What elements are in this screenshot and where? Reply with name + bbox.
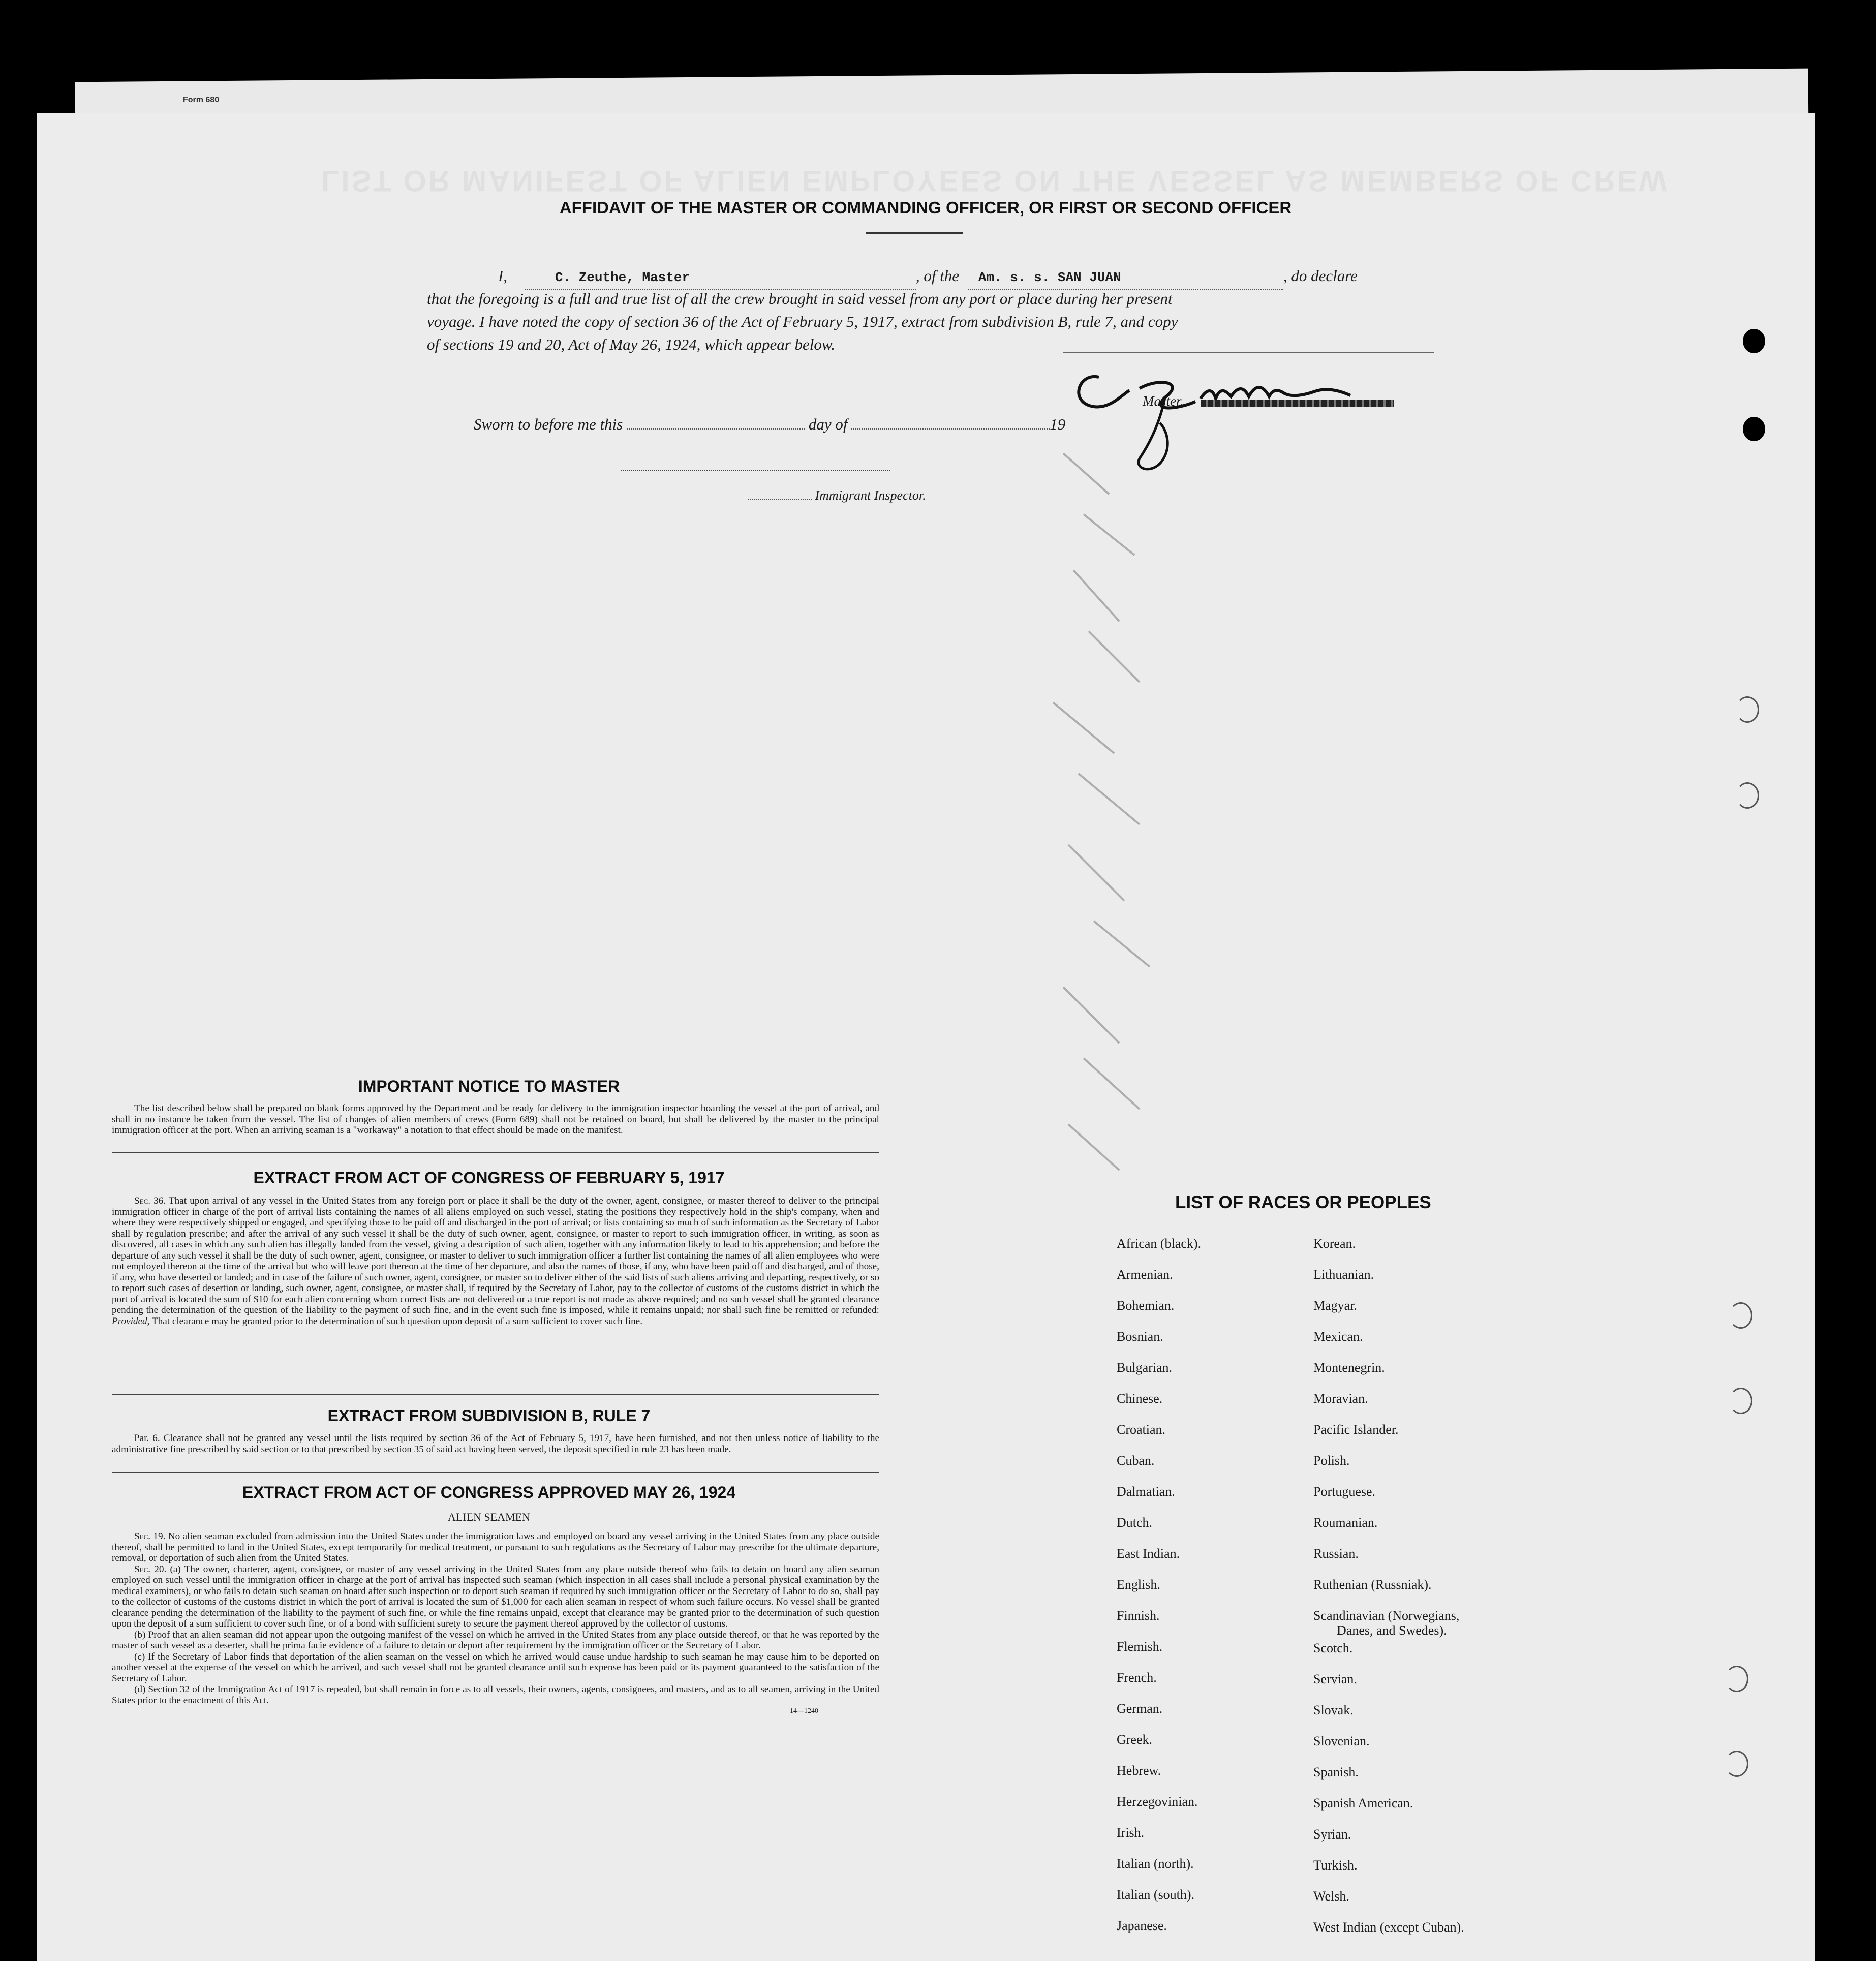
affidavit-line-3: voyage. I have noted the copy of section 36 of the Act of February 5, 1917, extract from subdivision B, rule 7, and copy (427, 313, 1178, 330)
race-right-item: Danes, and Swedes). (1337, 1623, 1447, 1638)
rule7-title: EXTRACT FROM SUBDIVISION B, RULE 7 (327, 1406, 651, 1425)
year-prefix: 19 (1050, 415, 1066, 433)
sec20b-text: (b) Proof that an alien seaman did not appear upon the outgoing manifest of the vessel on which he arrived in the United States from any place outside thereof, or that he was reported by the master of such vessel as a deserter, shall be prima facie evidence of a failure to detain or deport after requirement by the immigration officer or the Secretary of Labor. (112, 1629, 879, 1651)
binder-ring-2 (1736, 782, 1759, 809)
race-right-item: Welsh. (1313, 1889, 1349, 1904)
master-label: Master, (1143, 393, 1184, 409)
struck-out-titles (1201, 400, 1394, 407)
binder-ring-3 (1729, 1302, 1752, 1329)
affidavit-line-1 (498, 264, 1474, 290)
race-left-item: Hebrew. (1117, 1763, 1161, 1778)
document-page (37, 113, 1815, 1961)
race-left-item: Italian (south). (1117, 1887, 1195, 1902)
master-name-field[interactable] (525, 264, 916, 290)
race-right-item: Roumanian. (1313, 1515, 1378, 1530)
race-left-item: Italian (north). (1117, 1856, 1194, 1871)
extract-1924-body (112, 1531, 879, 1717)
race-right-item: Spanish American. (1313, 1796, 1413, 1811)
alien-seamen-subtitle: ALIEN SEAMEN (448, 1511, 530, 1523)
race-right-item: Lithuanian. (1313, 1267, 1374, 1282)
race-right-item: Spanish. (1313, 1765, 1359, 1780)
sec20a-text: (a) The owner, charterer, agent, consignee, or master of any vessel arriving in the United States from any place outside thereof who fails to detain on board any alien seaman employed on such vessel until the immigration officer in charge at the port of arrival has inspected such seaman (which inspection in all cases shall include a personal physical examination by the medical examiners), or who fails to detain such seaman on board after such inspection or to deport such seaman if required by such immigration officer or the Secretary of Labor to do so, shall pay to the collector of customs of the customs district in which the port of arrival is located the sum of $1,000 for each alien seaman in respect of whom such failure occurs. No vessel shall be granted clearance pending the determination of the liability to the payment of such fine, or while the fine remains unpaid, except that clearance may be granted prior to the determination of such question upon the deposit of a sum sufficient to cover such fine, or of a bond with sufficient surety to secure the payment thereof approved by the collector of customs. (112, 1564, 879, 1629)
inspector-line (748, 484, 926, 507)
affidavit-title: AFFIDAVIT OF THE MASTER OR COMMANDING OFFICER, OR FIRST OR SECOND OFFICER (559, 198, 1292, 217)
do-declare-label: , do declare (1283, 267, 1358, 285)
sec19-text: No alien seaman excluded from admission into the United States under the immigration laws and employed on board any vessel arriving in the United States from any place outside thereof, shall be permitted to land in the United States, except temporarily for medical treatment, or pursuant to such regulations as the Secretary of Labor may prescribe for the ultimate departure, removal, or deportation of such alien from the United States. (112, 1531, 880, 1564)
race-right-item: Pacific Islander. (1313, 1422, 1399, 1437)
race-right-item: Scotch. (1313, 1641, 1353, 1656)
extract-1924-title: EXTRACT FROM ACT OF CONGRESS APPROVED MAY 26, 1924 (242, 1483, 736, 1502)
rule7-paragraph: Par. 6. Clearance shall not be granted any vessel until the lists required by section 36 of the Act of February 5, 1917, have been furnished, and not then unless notice of liability to the administrative fine prescribed by said section or to that prescribed by section 35 of said act having been served, the deposit specified in rule 23 has been made. (112, 1433, 879, 1455)
race-left-item: Irish. (1117, 1825, 1145, 1840)
race-left-item: Greek. (1117, 1732, 1153, 1747)
race-left-item: Cuban. (1117, 1453, 1155, 1468)
binder-ring-1 (1736, 696, 1759, 723)
race-left-item: Chinese. (1117, 1391, 1163, 1406)
races-title: LIST OF RACES OR PEOPLES (1175, 1192, 1431, 1212)
i-label: I, (498, 267, 508, 285)
rule7-body (112, 1433, 879, 1455)
notice-body (112, 1103, 879, 1136)
extract-1917-title: EXTRACT FROM ACT OF CONGRESS OF FEBRUARY 5, 1917 (253, 1169, 725, 1187)
race-left-item: Japanese. (1117, 1918, 1167, 1933)
race-left-item: Dalmatian. (1117, 1484, 1175, 1499)
binder-hole-1 (1743, 329, 1765, 353)
bleed-through-text: LIST OR MANIFEST OF ALIEN EMPLOYEES ON THE VESSEL AS MEMBERS OF CREW (321, 164, 1669, 197)
sworn-month-field[interactable] (851, 428, 1050, 430)
race-right-item: Polish. (1313, 1453, 1350, 1468)
race-left-item: Croatian. (1117, 1422, 1166, 1437)
race-right-item: Syrian. (1313, 1827, 1351, 1842)
race-left-item: English. (1117, 1577, 1160, 1592)
inspector-signature-field[interactable] (621, 470, 890, 471)
affidavit-line-4: of sections 19 and 20, Act of May 26, 1924, which appear below. (427, 335, 836, 353)
race-right-item: Servian. (1313, 1672, 1357, 1687)
notice-title: IMPORTANT NOTICE TO MASTER (358, 1077, 620, 1095)
day-of-label: day of (808, 415, 848, 433)
vessel-field[interactable] (968, 264, 1283, 290)
sworn-label: Sworn to before me this (474, 415, 623, 433)
race-left-item: East Indian. (1117, 1546, 1180, 1561)
proviso-label: Provided, (112, 1315, 150, 1327)
race-right-item: Korean. (1313, 1236, 1356, 1251)
divider-2 (112, 1394, 879, 1395)
sec20-label: Sec. 20. (134, 1564, 167, 1575)
binder-ring-4 (1729, 1388, 1752, 1414)
race-right-item: Russian. (1313, 1546, 1359, 1561)
sec36-text: That upon arrival of any vessel in the United States from any foreign port or place it shall be the duty of the owner, agent, consignee, or master thereof to deliver to the principal immigration officer in charge of the port of arrival lists containing the names of all aliens employed on such vessel, stating the positions they respectively hold in the ship's company, when and where they were respectively shipped or engaged, and specifying those to be paid off and discharged in the port of arrival; or lists containing so much of such information as the Secretary of Labor shall by regulation prescribe; and after the arrival of any such vessel it shall be the duty of such owner, agent, consignee, or master to report to such immigration officer, in writing, as soon as discovered, all cases in which any such alien has illegally landed from the vessel, giving a description of such alien, together with any information likely to lead to his apprehension; and before the departure of any such vessel it shall be the duty of such owner, agent, consignee, or master to deliver to such immigration officer a further list containing the names of all alien employees who were not employed thereon at the time of the arrival but who will leave port thereon at the time of her departure, and also the names of those, if any, who have been paid off and discharged, and of those, if any, who have deserted or landed; and in case of the failure of such owner, agent, consignee, or master so to deliver either of the said lists of such aliens arriving and departing, respectively, or so to report such cases of desertion or landing, such owner, agent, consignee, or master shall, if required by the Secretary of Labor, pay to the collector of customs of the customs district in which the port of arrival is located the sum of $10 for each alien concerning whom correct lists are not delivered or a true report is not made as above required; and no such vessel shall be granted clearance pending the determination of the question of the liability to the payment of such fine, and in the event such fine is imposed, while it remains unpaid; nor shall such fine be remitted or refunded: (112, 1196, 879, 1315)
title-rule (866, 232, 963, 234)
divider-1 (112, 1152, 879, 1153)
race-right-item: Turkish. (1313, 1858, 1358, 1873)
notice-paragraph: The list described below shall be prepared on blank forms approved by the Department and be ready for delivery to the immigration inspector boarding the vessel at the port of arrival, and shall in no instance be taken from the vessel. The list of changes of alien members of crews (Form 689) shall not be retained on board, but shall be delivered by the master to the principal immigration officer at the port. When an arriving seaman is a "workaway" a notation to that effect should be made on the manifest. (112, 1103, 879, 1136)
race-left-item: Herzegovinian. (1117, 1794, 1198, 1809)
inspector-label: Immigrant Inspector. (815, 488, 926, 503)
race-left-item: Bulgarian. (1117, 1360, 1173, 1375)
race-right-item: Slovak. (1313, 1703, 1354, 1718)
race-left-item: French. (1117, 1670, 1157, 1685)
print-code: 14—1240 (790, 1707, 818, 1715)
form-number: Form 680 (183, 96, 220, 104)
race-right-item: Montenegrin. (1313, 1360, 1385, 1375)
race-left-item: Flemish. (1117, 1639, 1163, 1654)
race-right-item: West Indian (except Cuban). (1313, 1920, 1464, 1935)
of-the-label: , of the (915, 267, 960, 285)
race-left-item: African (black). (1117, 1236, 1202, 1251)
race-right-item: Ruthenian (Russniak). (1313, 1577, 1432, 1592)
inspector-name-field[interactable] (748, 499, 812, 500)
race-left-item: German. (1117, 1701, 1163, 1716)
sec19-label: Sec. 19. (134, 1531, 166, 1542)
binder-hole-2 (1743, 417, 1765, 441)
race-right-item: Magyar. (1313, 1298, 1357, 1313)
master-name-value: C. Zeuthe, Master (555, 270, 690, 285)
race-right-item: Moravian. (1313, 1391, 1368, 1406)
race-right-item: Scandinavian (Norwegians, (1313, 1608, 1460, 1623)
race-left-item: Bosnian. (1117, 1329, 1163, 1344)
sec20c-text: (c) If the Secretary of Labor finds that deportation of the alien seaman on the vessel on which he arrived would cause undue hardship to such seaman he may cause him to be deported on another vessel at the expense of the vessel on which he arrived, and such vessel shall not be granted clearance until such expense has been paid or its payment guaranteed to the satisfaction of the Secretary of Labor. (112, 1651, 879, 1684)
race-right-item: Mexican. (1313, 1329, 1363, 1344)
divider-3 (112, 1472, 879, 1473)
binder-ring-5 (1725, 1666, 1748, 1692)
race-left-item: Dutch. (1117, 1515, 1153, 1530)
extract-1917-body (112, 1196, 879, 1327)
sec36-label: Sec. 36. (134, 1196, 166, 1206)
vessel-value: Am. s. s. SAN JUAN (978, 270, 1121, 285)
race-right-item: Portuguese. (1313, 1484, 1376, 1499)
binder-ring-6 (1725, 1751, 1748, 1777)
signature-line (1063, 352, 1434, 353)
race-left-item: Finnish. (1117, 1608, 1160, 1623)
race-left-item: Armenian. (1117, 1267, 1173, 1282)
race-left-item: Bohemian. (1117, 1298, 1175, 1313)
affidavit-line-2: that the foregoing is a full and true list of all the crew brought in said vessel from any port or place during her present (427, 290, 1173, 308)
sec20d-text: (d) Section 32 of the Immigration Act of 1917 is repealed, but shall remain in force as to all vessels, their owners, agents, consignees, and masters, and as to all seamen, arriving in the United States prior to the enactment of this Act. (112, 1684, 879, 1706)
sworn-day-field[interactable] (627, 428, 805, 430)
proviso-text: That clearance may be granted prior to the determination of such question upon deposit of a sum sufficient to cover such fine. (151, 1315, 642, 1327)
diagonal-ink-marks (1053, 418, 1267, 1180)
race-right-item: Slovenian. (1313, 1734, 1370, 1749)
